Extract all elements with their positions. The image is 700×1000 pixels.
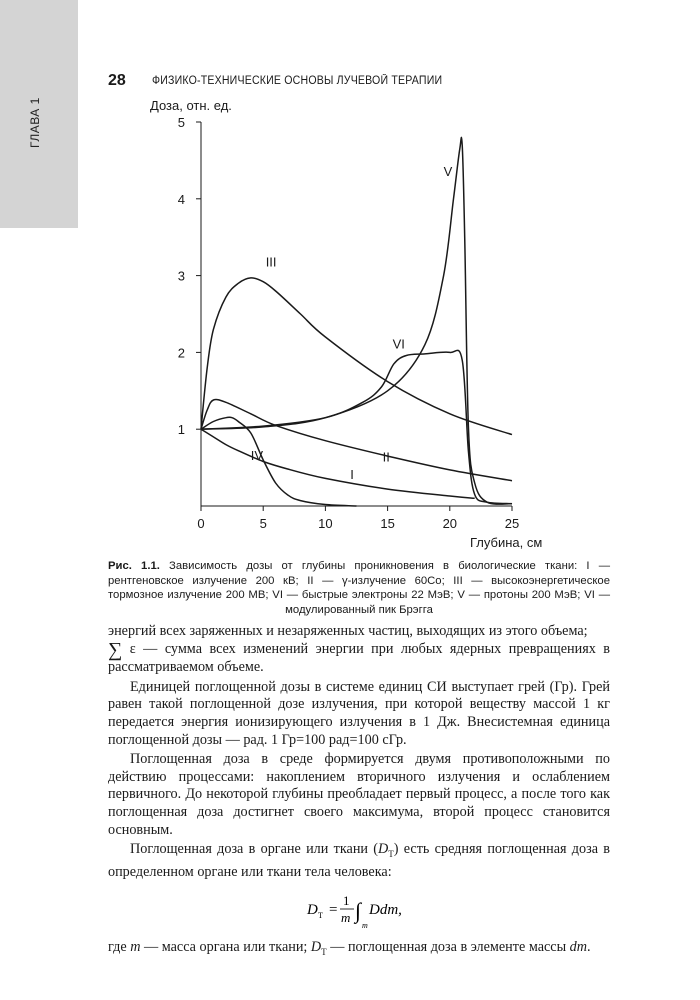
body-text [108,623,610,962]
x-tick-label: 15 [380,516,395,531]
p5-subscript: T [388,848,394,859]
x-tick-label: 25 [504,516,520,531]
p6-dose-subscript: T [321,946,327,957]
formula-equals: = [329,902,338,919]
p6-text-c: — поглощенная доза в элементе массы [326,939,570,956]
p6-text-b: — масса органа или ткани; [140,939,311,956]
formula-graphic [299,889,419,933]
dose-formula [108,889,610,933]
p6-dm-symbol: dm [569,939,588,956]
x-axis-label: Глубина, см [470,535,543,550]
formula-numerator: 1 [343,893,350,909]
y-tick-label: 4 [177,191,185,207]
figure-caption [108,559,610,617]
integral-subscript: m [362,921,368,931]
x-tick-label: 5 [259,516,267,531]
y-tick-label: 5 [177,115,185,130]
x-tick-label: 20 [442,516,458,531]
formula-lhs: D [307,902,318,919]
curve-IV [201,417,357,506]
paragraph-1: энергий всех заряженных и незаряженных частиц, выходящих из этого объема; [108,623,588,639]
p5-text-a: Поглощенная доза в органе или ткани ( [130,841,379,858]
y-tick-label: 1 [177,422,185,438]
paragraph-5 [108,841,610,881]
p6-end: . [587,939,591,956]
curve-label-II: II [382,449,390,465]
curve-label-III: III [265,254,277,270]
x-tick-label: 0 [197,516,205,531]
caption-label: Рис. 1.1. [108,560,160,572]
sum-symbol: ∑ [108,638,123,661]
curve-label-IV: IV [250,447,264,463]
y-axis-label: Доза, отн. ед. [150,98,232,113]
page-number: 28 [108,72,126,89]
p5-symbol: D [378,841,389,858]
y-tick-label: 2 [177,345,185,361]
curve-label-I: I [350,467,354,483]
y-tick-label: 3 [177,268,185,284]
paragraph-2-text: ε — сумма всех изменений энергии при любых ядерных превращениях в рассматриваемом объеме. [108,640,610,676]
curve-I [201,429,475,498]
x-tick-label: 10 [318,516,333,531]
p5-text-b: ) есть средняя поглощенная доза в определенном органе или ткани тела человека: [108,841,610,880]
running-title: ФИЗИКО-ТЕХНИЧЕСКИЕ ОСНОВЫ ЛУЧЕВОЙ ТЕРАПИИ [152,75,443,87]
formula-integrand: Ddm, [369,902,402,919]
caption-text: Зависимость дозы от глубины проникновения в биологические ткани: I — рентгеновское излучение 200 кВ; II — γ-излучение 60Со; III — высокоэнергетическое тормозное излучение 200 МВ; VI — быстрые электроны 22 МэВ; V — протоны 200 МэВ; VI — модулированный пик Брэгга [108,560,610,616]
p6-text-a: где [108,939,131,956]
paragraph-6 [108,939,610,961]
paragraph-2 [108,638,610,677]
paragraph-4: Поглощенная доза в среде формируется двумя противоположными по действию процессами: накоплением вторичного излучения и ослаблением первичного. До некоторой глубины преобладает первый процесс, а после того как поглощенная доза достигнет своего максимума, второй процесс становится основным. [108,751,610,838]
chapter-label: ГЛАВА 1 [28,97,42,148]
formula-denominator: m [341,910,351,926]
p6-mass-symbol: m [130,939,141,956]
curve-II [201,399,512,483]
paragraph-3: Единицей поглощенной дозы в системе единиц СИ выступает грей (Гр). Грей равен такой поглощенной дозе излучения, при которой веществу массой 1 кг передается энергия ионизирующего излучения в 1 Дж. Внесистемная единица поглощенной дозы — рад. 1 Гр=100 рад=100 сГр. [108,678,610,748]
curve-VI [201,350,512,503]
curve-label-VI: VI [392,336,405,352]
curve-label-V: V [443,163,453,179]
p6-dose-symbol: D [310,939,322,956]
formula-lhs-sub: T [318,911,323,921]
integral-sign: ∫ [355,898,362,924]
